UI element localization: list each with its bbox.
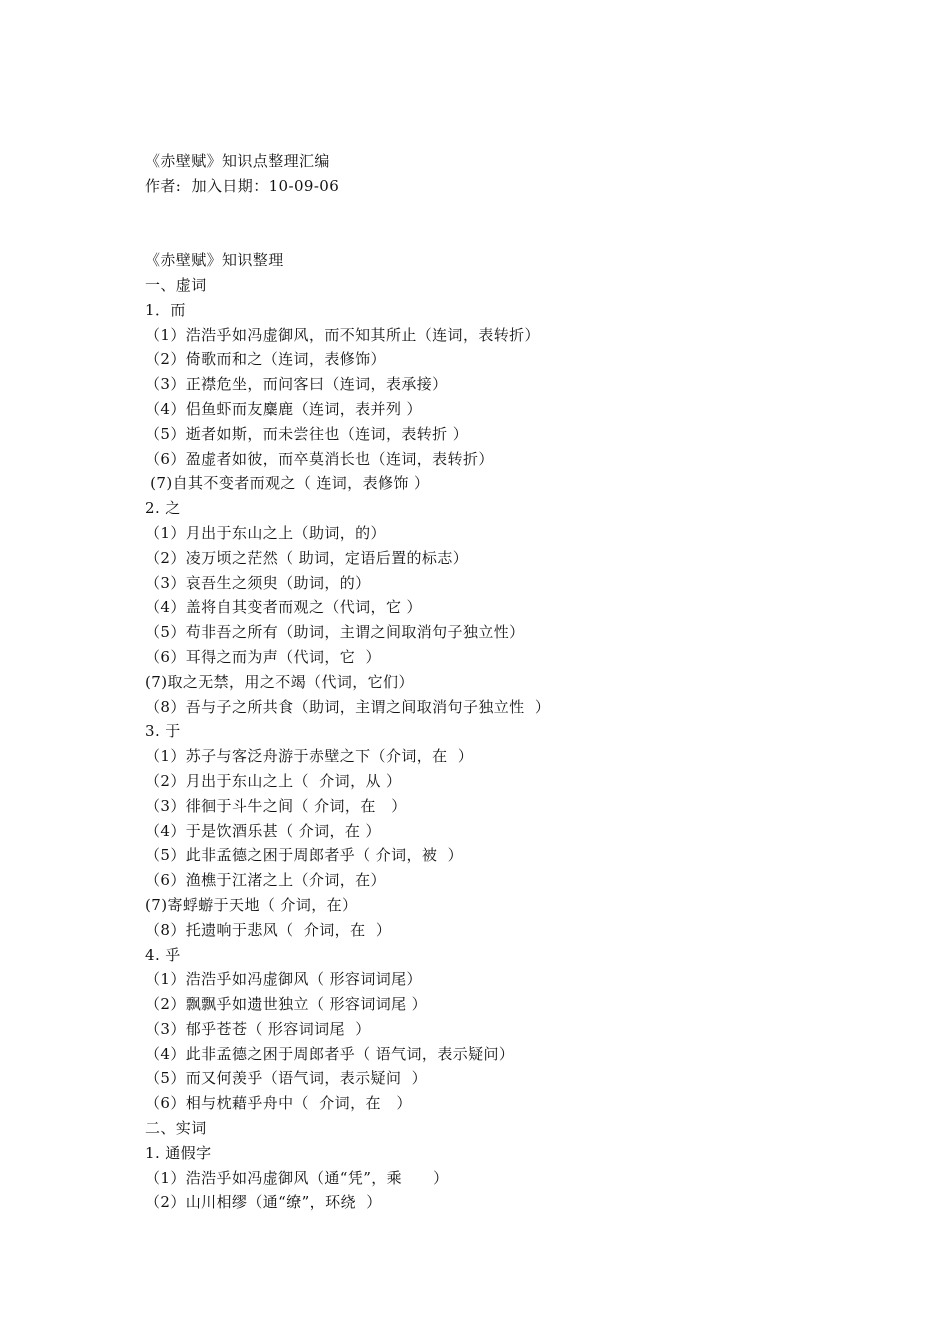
text-line: （3）正襟危坐，而问客曰（连词，表承接）	[145, 375, 448, 394]
text-line: （6）相与枕藉乎舟中（ 介词，在 ）	[145, 1094, 412, 1113]
text-line: 《赤壁赋》知识整理	[145, 251, 284, 270]
text-line: （4）侣鱼虾而友麋鹿（连词，表并列 ）	[145, 399, 422, 418]
text-line: （5）苟非吾之所有（助词，主谓之间取消句子独立性）	[145, 623, 525, 642]
text-line: （3）哀吾生之须臾（助词，的）	[145, 573, 371, 592]
text-line: 4. 乎	[145, 945, 181, 964]
text-line: （8）托遗响于悲风（ 介词，在 ）	[145, 920, 392, 939]
text-line: （3）郁乎苍苍（ 形容词词尾 ）	[145, 1019, 371, 1038]
text-line: （5）逝者如斯，而未尝往也（连词，表转折 ）	[145, 424, 469, 443]
text-line: （1）浩浩乎如冯虚御风（ 形容词词尾）	[145, 970, 422, 989]
text-line: （3）徘徊于斗牛之间（ 介词，在 ）	[145, 796, 407, 815]
text-line: 二、实词	[145, 1119, 207, 1138]
text-line: （6）盈虚者如彼，而卒莫消长也（连词，表转折）	[145, 449, 494, 468]
text-line: （6）渔樵于江渚之上（介词，在）	[145, 871, 386, 890]
text-line: （2）月出于东山之上（ 介词，从 ）	[145, 771, 402, 790]
text-line: 3. 于	[145, 722, 181, 741]
text-line: （4）盖将自其变者而观之（代词，它 ）	[145, 598, 422, 617]
text-line: （1）苏子与客泛舟游于赤壁之下（介词，在 ）	[145, 747, 474, 766]
document-page	[145, 149, 865, 1215]
blank-space	[145, 199, 865, 249]
text-line: （8）吾与子之所共食（助词，主谓之间取消句子独立性 ）	[145, 697, 551, 716]
text-line: （6）耳得之而为声（代词，它 ）	[145, 647, 381, 666]
text-line: （2）倚歌而和之（连词，表修饰）	[145, 350, 386, 369]
document-title: 《赤壁赋》知识点整理汇编	[145, 152, 330, 170]
text-line: 1. 通假字	[145, 1143, 212, 1162]
text-line: 一、虚词	[145, 275, 207, 294]
text-line: （2）飘飘乎如遗世独立（ 形容词词尾 ）	[145, 995, 428, 1014]
text-line: （1）月出于东山之上（助词，的）	[145, 523, 386, 542]
text-line: （4）于是饮酒乐甚（ 介词，在 ）	[145, 821, 381, 840]
text-line: （2）山川相缪（通“缭”，环绕 ）	[145, 1193, 382, 1212]
text-line: （5）此非孟德之困于周郎者乎（ 介词，被 ）	[145, 846, 464, 865]
text-line: 2. 之	[145, 499, 181, 518]
text-line: （2）凌万顷之茫然（ 助词，定语后置的标志）	[145, 548, 469, 567]
text-line: （4）此非孟德之困于周郎者乎（ 语气词，表示疑问）	[145, 1044, 515, 1063]
text-line: 1．而	[145, 300, 186, 319]
document-meta: 作者: 加入日期：10-09-06	[145, 176, 340, 195]
text-line: (7)自其不变者而观之（ 连词，表修饰 ）	[145, 474, 430, 493]
text-line: （1）浩浩乎如冯虚御风（通“凭”，乘 ）	[145, 1168, 449, 1187]
text-line: （5）而又何羡乎（语气词，表示疑问 ）	[145, 1069, 428, 1088]
text-line: (7)取之无禁，用之不竭（代词，它们）	[145, 672, 414, 691]
text-line: (7)寄蜉蝣于天地（ 介词，在）	[145, 895, 358, 914]
document-body	[145, 248, 865, 1215]
text-line: （1）浩浩乎如冯虚御风，而不知其所止（连词，表转折）	[145, 325, 540, 344]
